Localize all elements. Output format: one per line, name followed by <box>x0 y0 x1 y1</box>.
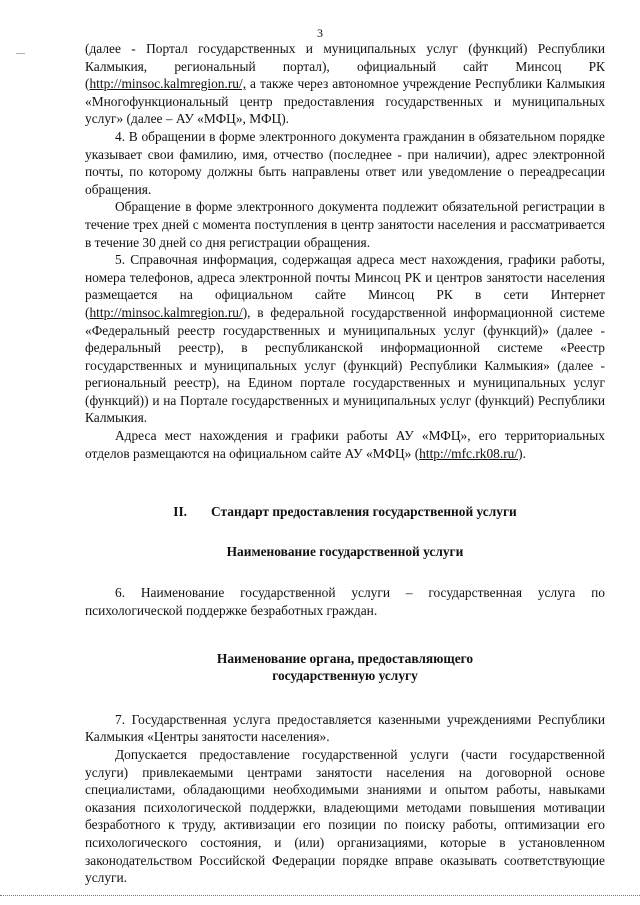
paragraph-registration: Обращение в форме электронного документа подлежит обязательной регистрации в течение трех дней с момента поступления в центр занятости населения и рассматривается в течение 30 дней со дня регистрации обращения. <box>85 199 605 250</box>
minsoc-website-link-2[interactable]: http://minsoc.kalmregion.ru/ <box>89 304 243 320</box>
section-title: Стандарт предоставления государственной услуги <box>211 504 517 520</box>
paragraph-7: 7. Государственная услуга предоставляется казенными учреждениями Республики Калмыкия «Центры занятости населения». <box>85 711 605 745</box>
document-body <box>85 40 605 887</box>
subheading-service-name: Наименование государственной услуги <box>226 543 464 559</box>
minsoc-website-link[interactable]: http://minsoc.kalmregion.ru/, <box>89 76 247 92</box>
margin-mark: — <box>16 48 25 58</box>
section-number: II. <box>173 504 188 520</box>
paragraph-6: 6. Наименование государственной услуги – государственная услуга по психологической поддержке безработных граждан. <box>85 585 605 619</box>
section-2-heading <box>85 503 605 521</box>
subheading-authority: Наименование органа, предоставляющего государственную услугу <box>216 650 474 684</box>
page-bottom-rule <box>0 895 640 896</box>
paragraph-5: 5. Справочная информация, содержащая адреса мест нахождения, графики работы, номера телефонов, адреса электронной почты Минсоц РК и центров занятости населения размещается на официальном сайте Минсоц РК в сети Интернет (http://minsoc.kalmregion.ru/), в федеральной государственной информационной системе «Федеральный реестр государственных и муниципальных услуг (функций)» (далее - федеральный реестр), в республиканской информационной системе «Реестр государственных и муниципальных услуг (функций) Республики Калмыкия» (далее - региональный реестр), на Едином портале государственных и муниципальных услуг (функций)) и на Портале государственных и муниципальных услуг (функций) Республики Калмыкия. <box>85 252 605 426</box>
page-number: 3 <box>317 26 323 40</box>
paragraph-mfc-addresses: Адреса мест нахождения и графики работы АУ «МФЦ», его территориальных отделов размещаются на официальном сайте АУ «МФЦ» (http://mfc.rk08.ru/). <box>85 428 605 461</box>
paragraph-4: 4. В обращении в форме электронного документа гражданин в обязательном порядке указывает свои фамилию, имя, отчество (последнее - при наличии), адрес электронной почты, по которому должны быть направлены ответ или уведомление о переадресации обращения. <box>85 128 605 197</box>
paragraph-portal-continuation: (далее - Портал государственных и муниципальных услуг (функций) Республики Калмыкия, региональный портал), официальный сайт Минсоц РК (http://minsoc.kalmregion.ru/, а также через автономное учреждение Республики Калмыкия «Многофункциональный центр предоставления государственных и муниципальных услуг» (далее – АУ «МФЦ», МФЦ). <box>85 41 605 127</box>
mfc-website-link[interactable]: http://mfc.rk08.ru/ <box>419 445 519 461</box>
paragraph-contractors: Допускается предоставление государственной услуги (части государственной услуги) привлекаемыми центрами занятости населения на договорной основе специалистами, обладающими необходимыми знаниями и опытом работы, навыками оказания психологической поддержки, владеющими методами повышения мотивации безработного к труду, активизации его позиции по поиску работы, оптимизации его психологического состояния, и (или) организациями, которые в установленном законодательством Российской Федерации порядке вправе оказывать соответствующие услуги. <box>85 747 605 886</box>
